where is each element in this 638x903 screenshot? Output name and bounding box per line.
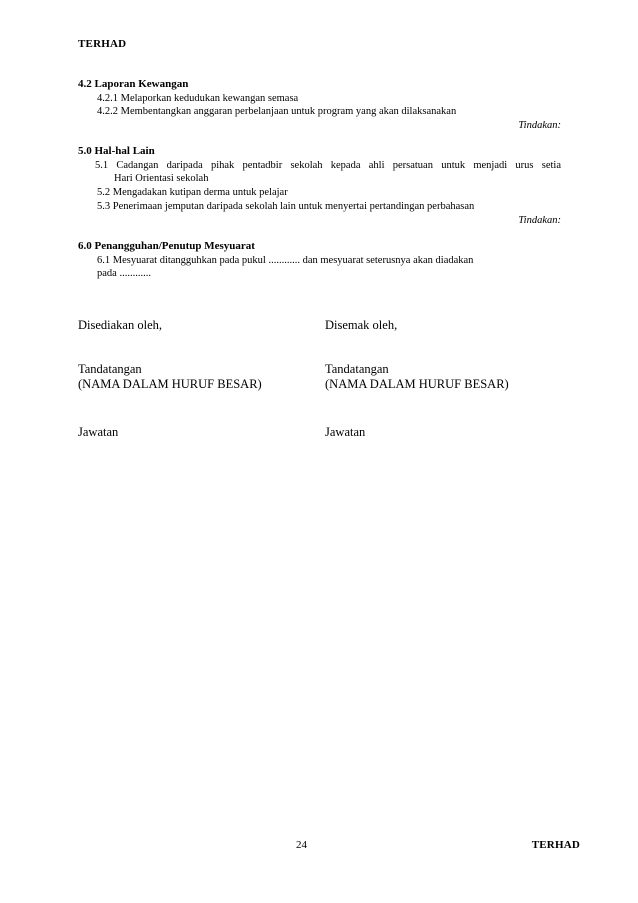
section-4-2-title: 4.2 Laporan Kewangan: [78, 78, 189, 90]
footer-classification: TERHAD: [531, 839, 580, 851]
right-position-label: Jawatan: [325, 425, 366, 439]
item-5-1: 5.1 Cadangan daripada pihak pentadbir sekolah kepada ahli persatuan untuk menjadi urus setia: [95, 160, 561, 171]
prepared-by-label: Disediakan oleh,: [78, 318, 163, 332]
header-classification: TERHAD: [78, 38, 127, 50]
left-name-caps-label: (NAMA DALAM HURUF BESAR): [78, 377, 262, 391]
page-number: 24: [296, 839, 307, 851]
item-6-1-continuation: pada ............: [97, 268, 151, 279]
checked-by-label: Disemak oleh,: [325, 318, 398, 332]
section-4-2-action: Tindakan:: [518, 120, 561, 131]
left-signature-label: Tandatangan: [78, 362, 142, 376]
right-signature-label: Tandatangan: [325, 362, 389, 376]
item-5-2: 5.2 Mengadakan kutipan derma untuk pelajar: [97, 187, 288, 198]
item-5-1-continuation: Hari Orientasi sekolah: [114, 173, 209, 184]
item-5-3: 5.3 Penerimaan jemputan daripada sekolah lain untuk menyertai pertandingan perbahasan: [97, 201, 475, 212]
section-6-title: 6.0 Penangguhan/Penutup Mesyuarat: [78, 240, 255, 252]
item-4-2-2: 4.2.2 Membentangkan anggaran perbelanjaan untuk program yang akan dilaksanakan: [97, 106, 457, 117]
right-name-caps-label: (NAMA DALAM HURUF BESAR): [325, 377, 509, 391]
left-position-label: Jawatan: [78, 425, 119, 439]
section-5-action: Tindakan:: [518, 215, 561, 226]
item-4-2-1: 4.2.1 Melaporkan kedudukan kewangan semasa: [97, 93, 299, 104]
section-5-title: 5.0 Hal-hal Lain: [78, 145, 155, 157]
item-6-1: 6.1 Mesyuarat ditangguhkan pada pukul ............ dan mesyuarat seterusnya akan diadakan: [97, 255, 474, 266]
